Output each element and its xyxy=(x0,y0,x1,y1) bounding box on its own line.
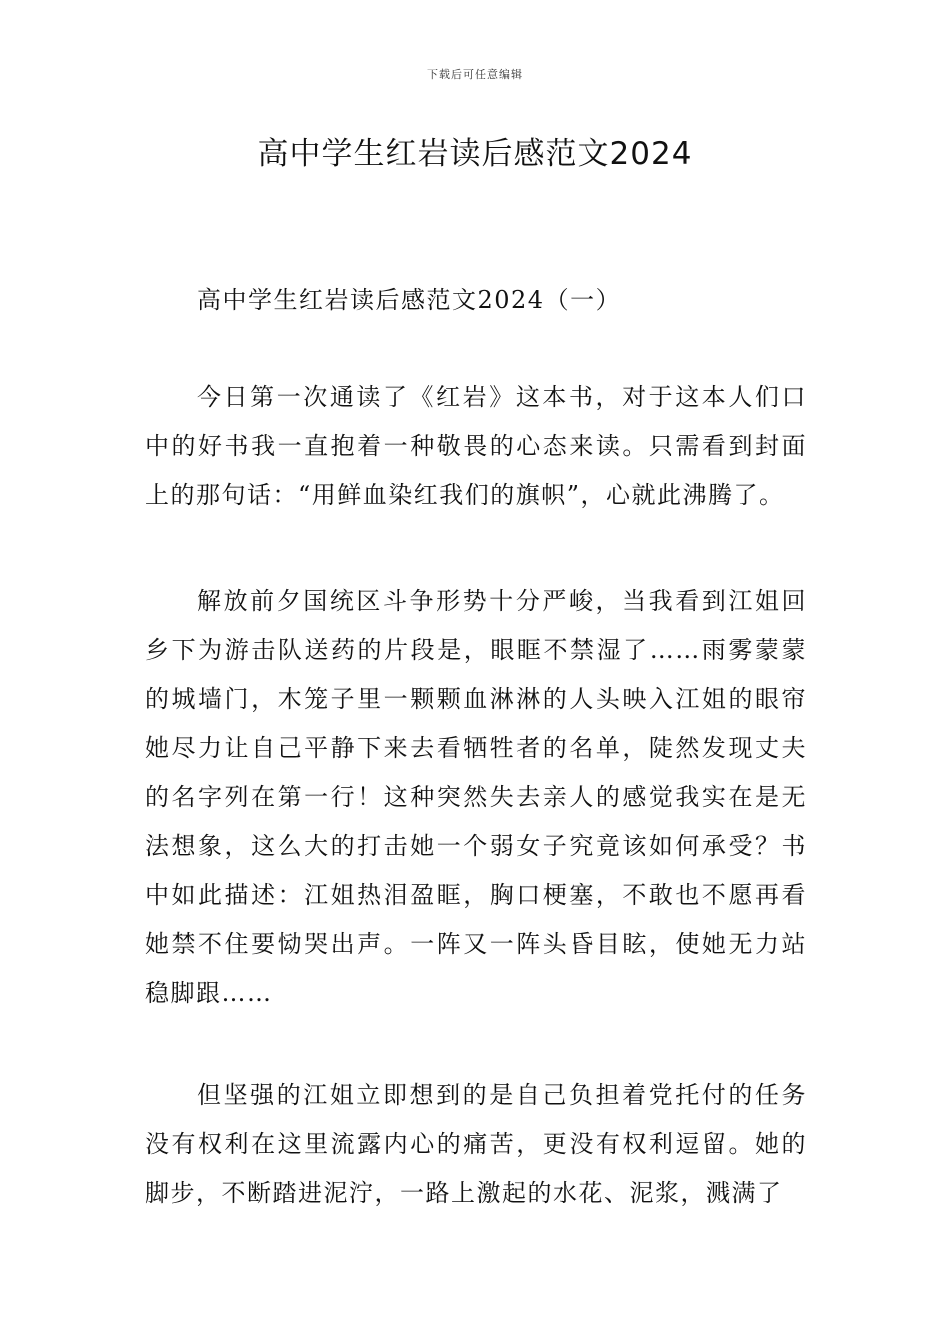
paragraph-2: 解放前夕国统区斗争形势十分严峻，当我看到江姐回乡下为游击队送药的片段是，眼眶不禁湿了……雨雾蒙蒙的城墙门，木笼子里一颗颗血淋淋的人头映入江姐的眼帘她尽力让自己平静下来去看牺牲者的名单，陡然发现丈夫的名字列在第一行！这种突然失去亲人的感觉我实在是无法想象，这么大的打击她一个弱女子究竟该如何承受？书中如此描述：江姐热泪盈眶，胸口梗塞，不敢也不愿再看她禁不住要恸哭出声。一阵又一阵头昏目眩，使她无力站稳脚跟…… xyxy=(145,587,807,1007)
paragraph-1: 今日第一次通读了《红岩》这本书，对于这本人们口中的好书我一直抱着一种敬畏的心态来读。只需看到封面上的那句话：“用鲜血染红我们的旗帜”，心就此沸腾了。 xyxy=(145,383,807,509)
section-subheading: 高中学生红岩读后感范文2024（一） xyxy=(197,286,622,314)
paragraph-3: 但坚强的江姐立即想到的是自己负担着党托付的任务没有权利在这里流露内心的痛苦，更没有权利逗留。她的脚步，不断踏进泥泞，一路上激起的水花、泥浆，溅满了 xyxy=(145,1081,807,1207)
header-note: 下载后可任意编辑 xyxy=(427,68,523,81)
document-title: 高中学生红岩读后感范文2024 xyxy=(257,136,693,172)
